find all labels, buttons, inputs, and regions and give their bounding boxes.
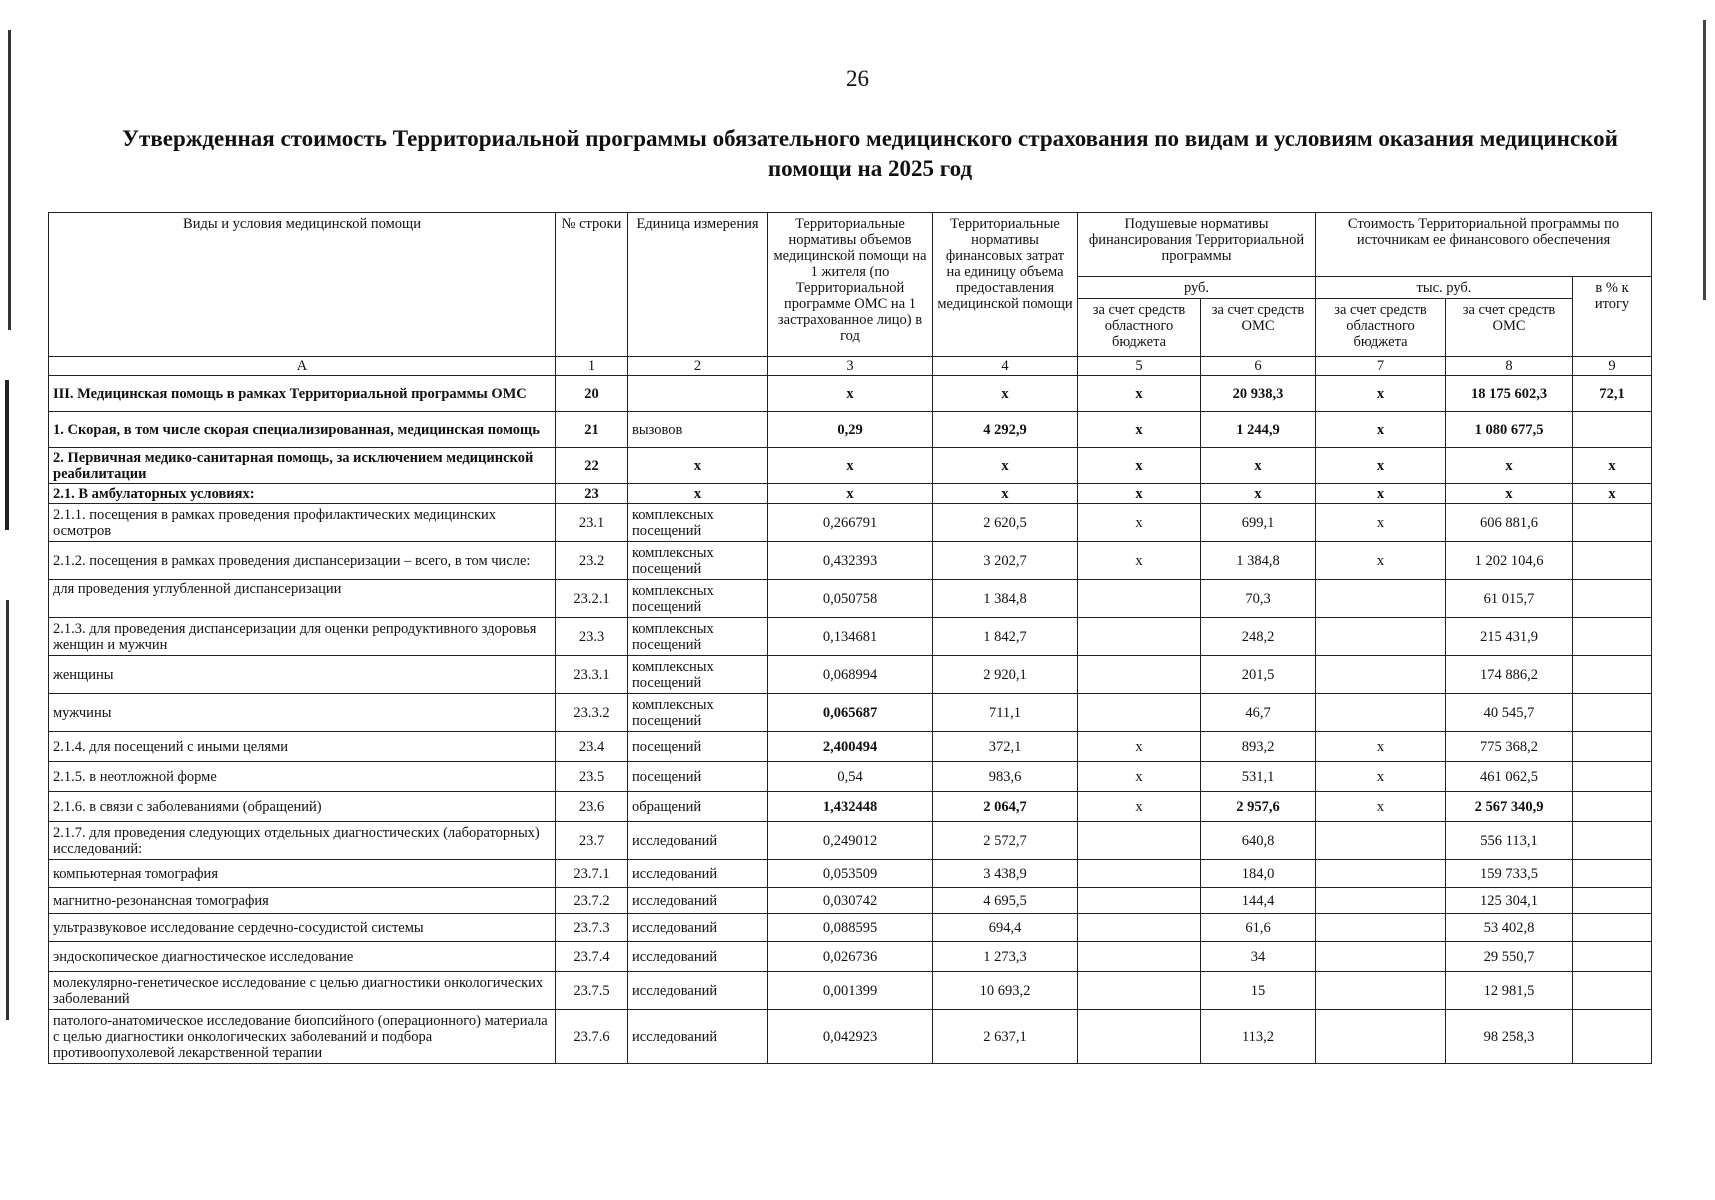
row-number: 23.7.4 xyxy=(556,942,628,972)
row-volume-norm: х xyxy=(768,484,933,504)
row-tc-oms: 461 062,5 xyxy=(1446,762,1573,792)
table-row xyxy=(49,888,1652,914)
row-tc-oms: 12 981,5 xyxy=(1446,972,1573,1010)
row-tc-oms: 775 368,2 xyxy=(1446,732,1573,762)
row-number: 23.5 xyxy=(556,762,628,792)
header-volume-norm: Территориальные нормативы объемов медицинской помощи на 1 жителя (по Территориальной программе ОМС на 1 застрахованное лицо) в год xyxy=(768,213,933,357)
table-row xyxy=(49,656,1652,694)
row-cost-norm: 1 273,3 xyxy=(933,942,1078,972)
row-volume-norm: 2,400494 xyxy=(768,732,933,762)
row-pc-oms: 20 938,3 xyxy=(1201,376,1316,412)
column-number: 2 xyxy=(628,357,768,376)
row-tc-oms: 29 550,7 xyxy=(1446,942,1573,972)
row-percent xyxy=(1573,888,1652,914)
row-cost-norm: 3 202,7 xyxy=(933,542,1078,580)
row-tc-oms: х xyxy=(1446,484,1573,504)
row-tc-oms: 159 733,5 xyxy=(1446,860,1573,888)
row-unit: исследований xyxy=(628,1010,768,1064)
row-unit: исследований xyxy=(628,888,768,914)
row-name: 1. Скорая, в том числе скорая специализированная, медицинская помощь xyxy=(49,412,556,448)
row-percent xyxy=(1573,618,1652,656)
row-number: 20 xyxy=(556,376,628,412)
row-tc-budget xyxy=(1316,822,1446,860)
table-row xyxy=(49,914,1652,942)
row-pc-budget: х xyxy=(1078,762,1201,792)
row-pc-budget: х xyxy=(1078,412,1201,448)
row-tc-budget xyxy=(1316,860,1446,888)
row-unit: х xyxy=(628,448,768,484)
row-tc-oms: 18 175 602,3 xyxy=(1446,376,1573,412)
row-cost-norm: 983,6 xyxy=(933,762,1078,792)
row-percent: 72,1 xyxy=(1573,376,1652,412)
row-pc-budget xyxy=(1078,618,1201,656)
row-unit xyxy=(628,376,768,412)
row-pc-oms: 699,1 xyxy=(1201,504,1316,542)
table-row xyxy=(49,694,1652,732)
page-title: Утвержденная стоимость Территориальной программы обязательного медицинского страхования по видам и условиям оказания медицинской помощи на 2025 год xyxy=(122,126,1618,181)
row-percent xyxy=(1573,504,1652,542)
row-tc-budget xyxy=(1316,1010,1446,1064)
row-number: 23.3 xyxy=(556,618,628,656)
row-pc-oms: 531,1 xyxy=(1201,762,1316,792)
row-name: патолого-анатомическое исследование биопсийного (операционного) материала с целью диагностики онкологических заболеваний и подбора противоопухолевой лекарственной терапии xyxy=(49,1010,556,1064)
row-unit: посещений xyxy=(628,732,768,762)
table-row xyxy=(49,504,1652,542)
row-pc-budget xyxy=(1078,972,1201,1010)
row-pc-oms: 893,2 xyxy=(1201,732,1316,762)
table-row xyxy=(49,762,1652,792)
column-number: 7 xyxy=(1316,357,1446,376)
row-name: 2.1.6. в связи с заболеваниями (обращений) xyxy=(49,792,556,822)
row-cost-norm: 4 292,9 xyxy=(933,412,1078,448)
table-row xyxy=(49,972,1652,1010)
row-unit: вызовов xyxy=(628,412,768,448)
row-percent xyxy=(1573,822,1652,860)
header-cost-norm: Территориальные нормативы финансовых затрат на единицу объема предоставления медицинской помощи xyxy=(933,213,1078,357)
column-number: 3 xyxy=(768,357,933,376)
column-number: 1 xyxy=(556,357,628,376)
column-number: А xyxy=(49,357,556,376)
page-number: 26 xyxy=(846,66,869,91)
row-volume-norm: 0,050758 xyxy=(768,580,933,618)
row-tc-budget: х xyxy=(1316,732,1446,762)
row-name: 2. Первичная медико-санитарная помощь, за исключением медицинской реабилитации xyxy=(49,448,556,484)
row-volume-norm: 0,065687 xyxy=(768,694,933,732)
row-tc-budget: х xyxy=(1316,762,1446,792)
column-number: 4 xyxy=(933,357,1078,376)
row-percent xyxy=(1573,914,1652,942)
row-number: 23 xyxy=(556,484,628,504)
row-pc-oms: 640,8 xyxy=(1201,822,1316,860)
row-volume-norm: 0,026736 xyxy=(768,942,933,972)
header-thous-rub: тыс. руб. xyxy=(1316,277,1573,299)
row-name: мужчины xyxy=(49,694,556,732)
row-pc-oms: х xyxy=(1201,448,1316,484)
row-volume-norm: х xyxy=(768,376,933,412)
scan-edge-mark xyxy=(6,600,9,1020)
row-volume-norm: х xyxy=(768,448,933,484)
row-name: 2.1.7. для проведения следующих отдельных диагностических (лабораторных) исследований: xyxy=(49,822,556,860)
row-tc-oms: 606 881,6 xyxy=(1446,504,1573,542)
row-pc-budget xyxy=(1078,694,1201,732)
row-pc-oms: 2 957,6 xyxy=(1201,792,1316,822)
row-unit: посещений xyxy=(628,762,768,792)
row-pc-budget xyxy=(1078,942,1201,972)
row-pc-oms: 144,4 xyxy=(1201,888,1316,914)
row-cost-norm: х xyxy=(933,376,1078,412)
row-percent xyxy=(1573,694,1652,732)
row-percent: х xyxy=(1573,448,1652,484)
row-pc-oms: х xyxy=(1201,484,1316,504)
row-tc-oms: 556 113,1 xyxy=(1446,822,1573,860)
row-unit: комплексных посещений xyxy=(628,580,768,618)
row-number: 23.2 xyxy=(556,542,628,580)
row-pc-budget xyxy=(1078,1010,1201,1064)
row-cost-norm: 3 438,9 xyxy=(933,860,1078,888)
row-pc-oms: 248,2 xyxy=(1201,618,1316,656)
column-number: 9 xyxy=(1573,357,1652,376)
row-volume-norm: 1,432448 xyxy=(768,792,933,822)
row-percent xyxy=(1573,656,1652,694)
row-tc-oms: 98 258,3 xyxy=(1446,1010,1573,1064)
row-percent xyxy=(1573,762,1652,792)
row-tc-budget: х xyxy=(1316,484,1446,504)
row-number: 23.7.6 xyxy=(556,1010,628,1064)
scan-edge-mark xyxy=(1703,20,1706,300)
row-percent xyxy=(1573,972,1652,1010)
row-name: эндоскопическое диагностическое исследование xyxy=(49,942,556,972)
row-pc-oms: 70,3 xyxy=(1201,580,1316,618)
header-rub: руб. xyxy=(1078,277,1316,299)
row-pc-budget xyxy=(1078,888,1201,914)
row-pc-budget: х xyxy=(1078,792,1201,822)
row-unit: обращений xyxy=(628,792,768,822)
row-name: молекулярно-генетическое исследование с целью диагностики онкологических заболеваний xyxy=(49,972,556,1010)
table-row xyxy=(49,412,1652,448)
row-volume-norm: 0,54 xyxy=(768,762,933,792)
row-number: 23.7.3 xyxy=(556,914,628,942)
row-cost-norm: 372,1 xyxy=(933,732,1078,762)
row-tc-budget xyxy=(1316,694,1446,732)
row-pc-budget xyxy=(1078,822,1201,860)
row-unit: исследований xyxy=(628,860,768,888)
row-pc-budget: х xyxy=(1078,732,1201,762)
row-percent xyxy=(1573,792,1652,822)
row-number: 23.2.1 xyxy=(556,580,628,618)
table-row xyxy=(49,822,1652,860)
row-volume-norm: 0,001399 xyxy=(768,972,933,1010)
row-pc-budget: х xyxy=(1078,376,1201,412)
row-cost-norm: 4 695,5 xyxy=(933,888,1078,914)
row-tc-oms: 215 431,9 xyxy=(1446,618,1573,656)
row-tc-budget xyxy=(1316,656,1446,694)
row-name: 2.1.5. в неотложной форме xyxy=(49,762,556,792)
table-row xyxy=(49,1010,1652,1064)
row-number: 23.4 xyxy=(556,732,628,762)
row-number: 22 xyxy=(556,448,628,484)
row-volume-norm: 0,068994 xyxy=(768,656,933,694)
row-pc-oms: 184,0 xyxy=(1201,860,1316,888)
row-cost-norm: 2 064,7 xyxy=(933,792,1078,822)
table-row xyxy=(49,376,1652,412)
row-volume-norm: 0,134681 xyxy=(768,618,933,656)
row-tc-budget xyxy=(1316,618,1446,656)
row-tc-oms: 53 402,8 xyxy=(1446,914,1573,942)
row-pc-budget xyxy=(1078,860,1201,888)
row-name: магнитно-резонансная томография xyxy=(49,888,556,914)
row-unit: комплексных посещений xyxy=(628,694,768,732)
header-row-no: № строки xyxy=(556,213,628,357)
row-percent xyxy=(1573,412,1652,448)
row-number: 23.7 xyxy=(556,822,628,860)
row-volume-norm: 0,266791 xyxy=(768,504,933,542)
row-pc-oms: 1 244,9 xyxy=(1201,412,1316,448)
row-pc-budget: х xyxy=(1078,504,1201,542)
row-name: ультразвуковое исследование сердечно-сосудистой системы xyxy=(49,914,556,942)
header-per-capita: Подушевые нормативы финансирования Территориальной программы xyxy=(1078,213,1316,277)
row-volume-norm: 0,042923 xyxy=(768,1010,933,1064)
row-volume-norm: 0,088595 xyxy=(768,914,933,942)
row-unit: исследований xyxy=(628,972,768,1010)
row-volume-norm: 0,030742 xyxy=(768,888,933,914)
row-tc-budget: х xyxy=(1316,504,1446,542)
row-unit: исследований xyxy=(628,942,768,972)
row-cost-norm: 2 637,1 xyxy=(933,1010,1078,1064)
row-pc-oms: 1 384,8 xyxy=(1201,542,1316,580)
row-pc-oms: 34 xyxy=(1201,942,1316,972)
row-tc-oms: 2 567 340,9 xyxy=(1446,792,1573,822)
row-unit: комплексных посещений xyxy=(628,504,768,542)
row-cost-norm: 2 920,1 xyxy=(933,656,1078,694)
table-row xyxy=(49,732,1652,762)
row-number: 21 xyxy=(556,412,628,448)
row-percent xyxy=(1573,1010,1652,1064)
row-name: 2.1.3. для проведения диспансеризации для оценки репродуктивного здоровья женщин и мужчин xyxy=(49,618,556,656)
row-tc-budget xyxy=(1316,942,1446,972)
column-number: 6 xyxy=(1201,357,1316,376)
row-volume-norm: 0,432393 xyxy=(768,542,933,580)
row-cost-norm: 2 572,7 xyxy=(933,822,1078,860)
table-row xyxy=(49,860,1652,888)
table-row xyxy=(49,484,1652,504)
row-pc-oms: 61,6 xyxy=(1201,914,1316,942)
table-row xyxy=(49,618,1652,656)
row-tc-budget xyxy=(1316,888,1446,914)
row-tc-oms: х xyxy=(1446,448,1573,484)
header-percent: в % к итогу xyxy=(1573,277,1652,357)
row-cost-norm: х xyxy=(933,448,1078,484)
table-row xyxy=(49,580,1652,618)
scan-edge-mark xyxy=(5,380,9,530)
row-pc-budget xyxy=(1078,914,1201,942)
row-pc-oms: 113,2 xyxy=(1201,1010,1316,1064)
row-number: 23.1 xyxy=(556,504,628,542)
row-pc-budget: х xyxy=(1078,484,1201,504)
row-number: 23.3.2 xyxy=(556,694,628,732)
row-name: 2.1. В амбулаторных условиях: xyxy=(49,484,556,504)
row-percent xyxy=(1573,542,1652,580)
row-percent: х xyxy=(1573,484,1652,504)
column-number: 5 xyxy=(1078,357,1201,376)
header-unit: Единица измерения xyxy=(628,213,768,357)
table-row xyxy=(49,542,1652,580)
row-tc-budget: х xyxy=(1316,542,1446,580)
row-name: 2.1.1. посещения в рамках проведения профилактических медицинских осмотров xyxy=(49,504,556,542)
header-pc-oms: за счет средств ОМС xyxy=(1201,299,1316,357)
row-number: 23.6 xyxy=(556,792,628,822)
row-percent xyxy=(1573,860,1652,888)
row-tc-oms: 125 304,1 xyxy=(1446,888,1573,914)
header-tc-regional-budget: за счет средств областного бюджета xyxy=(1316,299,1446,357)
row-number: 23.7.1 xyxy=(556,860,628,888)
cost-table xyxy=(48,212,1652,1064)
row-pc-oms: 46,7 xyxy=(1201,694,1316,732)
row-unit: х xyxy=(628,484,768,504)
row-percent xyxy=(1573,942,1652,972)
row-tc-oms: 174 886,2 xyxy=(1446,656,1573,694)
row-tc-budget: х xyxy=(1316,448,1446,484)
row-number: 23.7.5 xyxy=(556,972,628,1010)
header-name: Виды и условия медицинской помощи xyxy=(49,213,556,357)
row-pc-oms: 201,5 xyxy=(1201,656,1316,694)
row-pc-budget: х xyxy=(1078,542,1201,580)
row-cost-norm: 711,1 xyxy=(933,694,1078,732)
row-tc-oms: 1 080 677,5 xyxy=(1446,412,1573,448)
row-cost-norm: 2 620,5 xyxy=(933,504,1078,542)
row-tc-oms: 1 202 104,6 xyxy=(1446,542,1573,580)
row-cost-norm: 1 842,7 xyxy=(933,618,1078,656)
row-tc-oms: 61 015,7 xyxy=(1446,580,1573,618)
row-unit: комплексных посещений xyxy=(628,618,768,656)
row-name: для проведения углубленной диспансеризации xyxy=(49,580,556,618)
row-pc-oms: 15 xyxy=(1201,972,1316,1010)
table-row xyxy=(49,792,1652,822)
row-tc-budget xyxy=(1316,972,1446,1010)
row-volume-norm: 0,053509 xyxy=(768,860,933,888)
row-tc-budget: х xyxy=(1316,412,1446,448)
row-tc-budget: х xyxy=(1316,376,1446,412)
row-number: 23.3.1 xyxy=(556,656,628,694)
row-unit: комплексных посещений xyxy=(628,656,768,694)
row-tc-budget xyxy=(1316,580,1446,618)
row-cost-norm: 1 384,8 xyxy=(933,580,1078,618)
header-program-cost: Стоимость Территориальной программы по источникам ее финансового обеспечения xyxy=(1316,213,1652,277)
row-name: женщины xyxy=(49,656,556,694)
row-tc-budget xyxy=(1316,914,1446,942)
row-percent xyxy=(1573,580,1652,618)
row-name: 2.1.2. посещения в рамках проведения диспансеризации – всего, в том числе: xyxy=(49,542,556,580)
header-tc-oms: за счет средств ОМС xyxy=(1446,299,1573,357)
row-cost-norm: 10 693,2 xyxy=(933,972,1078,1010)
row-number: 23.7.2 xyxy=(556,888,628,914)
row-volume-norm: 0,249012 xyxy=(768,822,933,860)
row-name: компьютерная томография xyxy=(49,860,556,888)
row-cost-norm: 694,4 xyxy=(933,914,1078,942)
row-pc-budget xyxy=(1078,656,1201,694)
row-volume-norm: 0,29 xyxy=(768,412,933,448)
header-pc-regional-budget: за счет средств областного бюджета xyxy=(1078,299,1201,357)
row-unit: исследований xyxy=(628,914,768,942)
column-number: 8 xyxy=(1446,357,1573,376)
row-percent xyxy=(1573,732,1652,762)
row-unit: комплексных посещений xyxy=(628,542,768,580)
table-row xyxy=(49,942,1652,972)
table-row xyxy=(49,448,1652,484)
row-name: III. Медицинская помощь в рамках Территориальной программы ОМС xyxy=(49,376,556,412)
row-pc-budget xyxy=(1078,580,1201,618)
row-pc-budget: х xyxy=(1078,448,1201,484)
row-unit: исследований xyxy=(628,822,768,860)
row-tc-oms: 40 545,7 xyxy=(1446,694,1573,732)
row-name: 2.1.4. для посещений с иными целями xyxy=(49,732,556,762)
row-cost-norm: х xyxy=(933,484,1078,504)
row-tc-budget: х xyxy=(1316,792,1446,822)
